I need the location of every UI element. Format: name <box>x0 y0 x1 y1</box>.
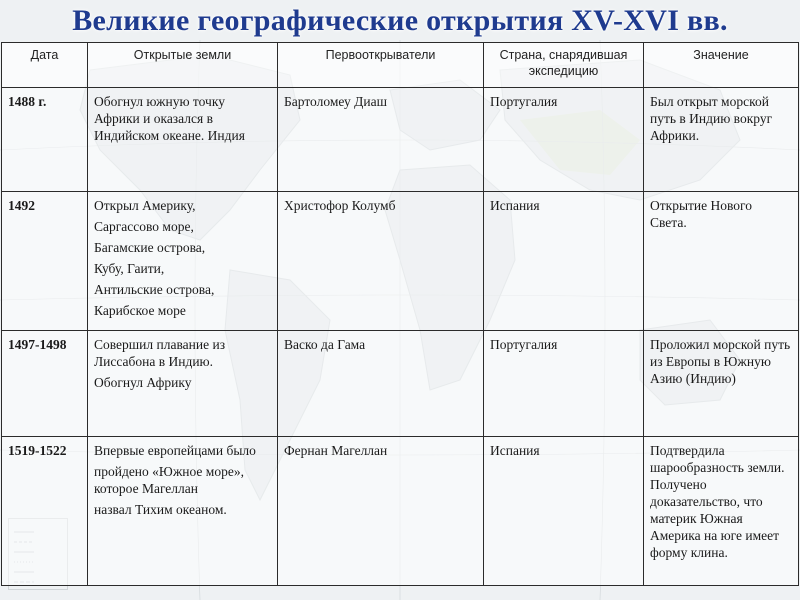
country-cell: Испания <box>484 192 644 331</box>
table-header-row <box>2 43 799 88</box>
date-cell: 1519-1522 <box>2 437 88 586</box>
table-row <box>2 88 799 192</box>
discoverer-cell: Фернан Магеллан <box>278 437 484 586</box>
meaning-cell: Проложил морской путь из Европы в Южную Азию (Индию) <box>644 331 799 437</box>
discoveries-table-container <box>1 42 798 585</box>
lands-cell <box>88 192 278 331</box>
table-row <box>2 437 799 586</box>
lands-text: Открыл Америку, <box>94 198 196 213</box>
table-row <box>2 192 799 331</box>
country-cell: Португалия <box>484 331 644 437</box>
meaning-cell: Открытие Нового Света. <box>644 192 799 331</box>
date-cell: 1497-1498 <box>2 331 88 437</box>
meaning-cell: Был открыт морской путь в Индию вокруг Африки. <box>644 88 799 192</box>
lands-cell <box>88 331 278 437</box>
lands-text: Карибское море <box>94 303 186 318</box>
lands-text: Антильские острова, <box>94 282 215 297</box>
lands-cell <box>88 88 278 192</box>
discoveries-table <box>1 42 799 586</box>
header-date: Дата <box>2 43 88 88</box>
lands-text: Саргассово море, <box>94 219 194 234</box>
lands-text: Обогнул южную точку Африки и оказался в Индийском океане. Индия <box>94 94 245 143</box>
lands-text: Обогнул Африку <box>94 375 192 390</box>
header-discoverers: Первооткрыватели <box>278 43 484 88</box>
lands-cell <box>88 437 278 586</box>
meaning-cell: Подтвердила шарообразность земли. Получено доказательство, что материк Южная Америка на юге имеет форму клина. <box>644 437 799 586</box>
lands-text: Багамские острова, <box>94 240 206 255</box>
lands-text: пройдено «Южное море», которое Магеллан <box>94 464 244 496</box>
header-country: Страна, снарядившая экспедицию <box>484 43 644 88</box>
header-lands: Открытые земли <box>88 43 278 88</box>
slide-title: Великие географические открытия XV-XVI вв. <box>72 4 728 37</box>
discoverer-cell: Христофор Колумб <box>278 192 484 331</box>
discoverer-cell: Бартоломеу Диаш <box>278 88 484 192</box>
lands-text: Кубу, Гаити, <box>94 261 165 276</box>
date-cell: 1488 г. <box>2 88 88 192</box>
lands-text: Впервые европейцами было <box>94 443 256 458</box>
discoverer-cell: Васко да Гама <box>278 331 484 437</box>
lands-text: Совершил плавание из Лиссабона в Индию. <box>94 337 226 369</box>
table-row <box>2 331 799 437</box>
date-cell: 1492 <box>2 192 88 331</box>
lands-text: назвал Тихим океаном. <box>94 502 227 517</box>
country-cell: Португалия <box>484 88 644 192</box>
country-cell: Испания <box>484 437 644 586</box>
header-meaning: Значение <box>644 43 799 88</box>
